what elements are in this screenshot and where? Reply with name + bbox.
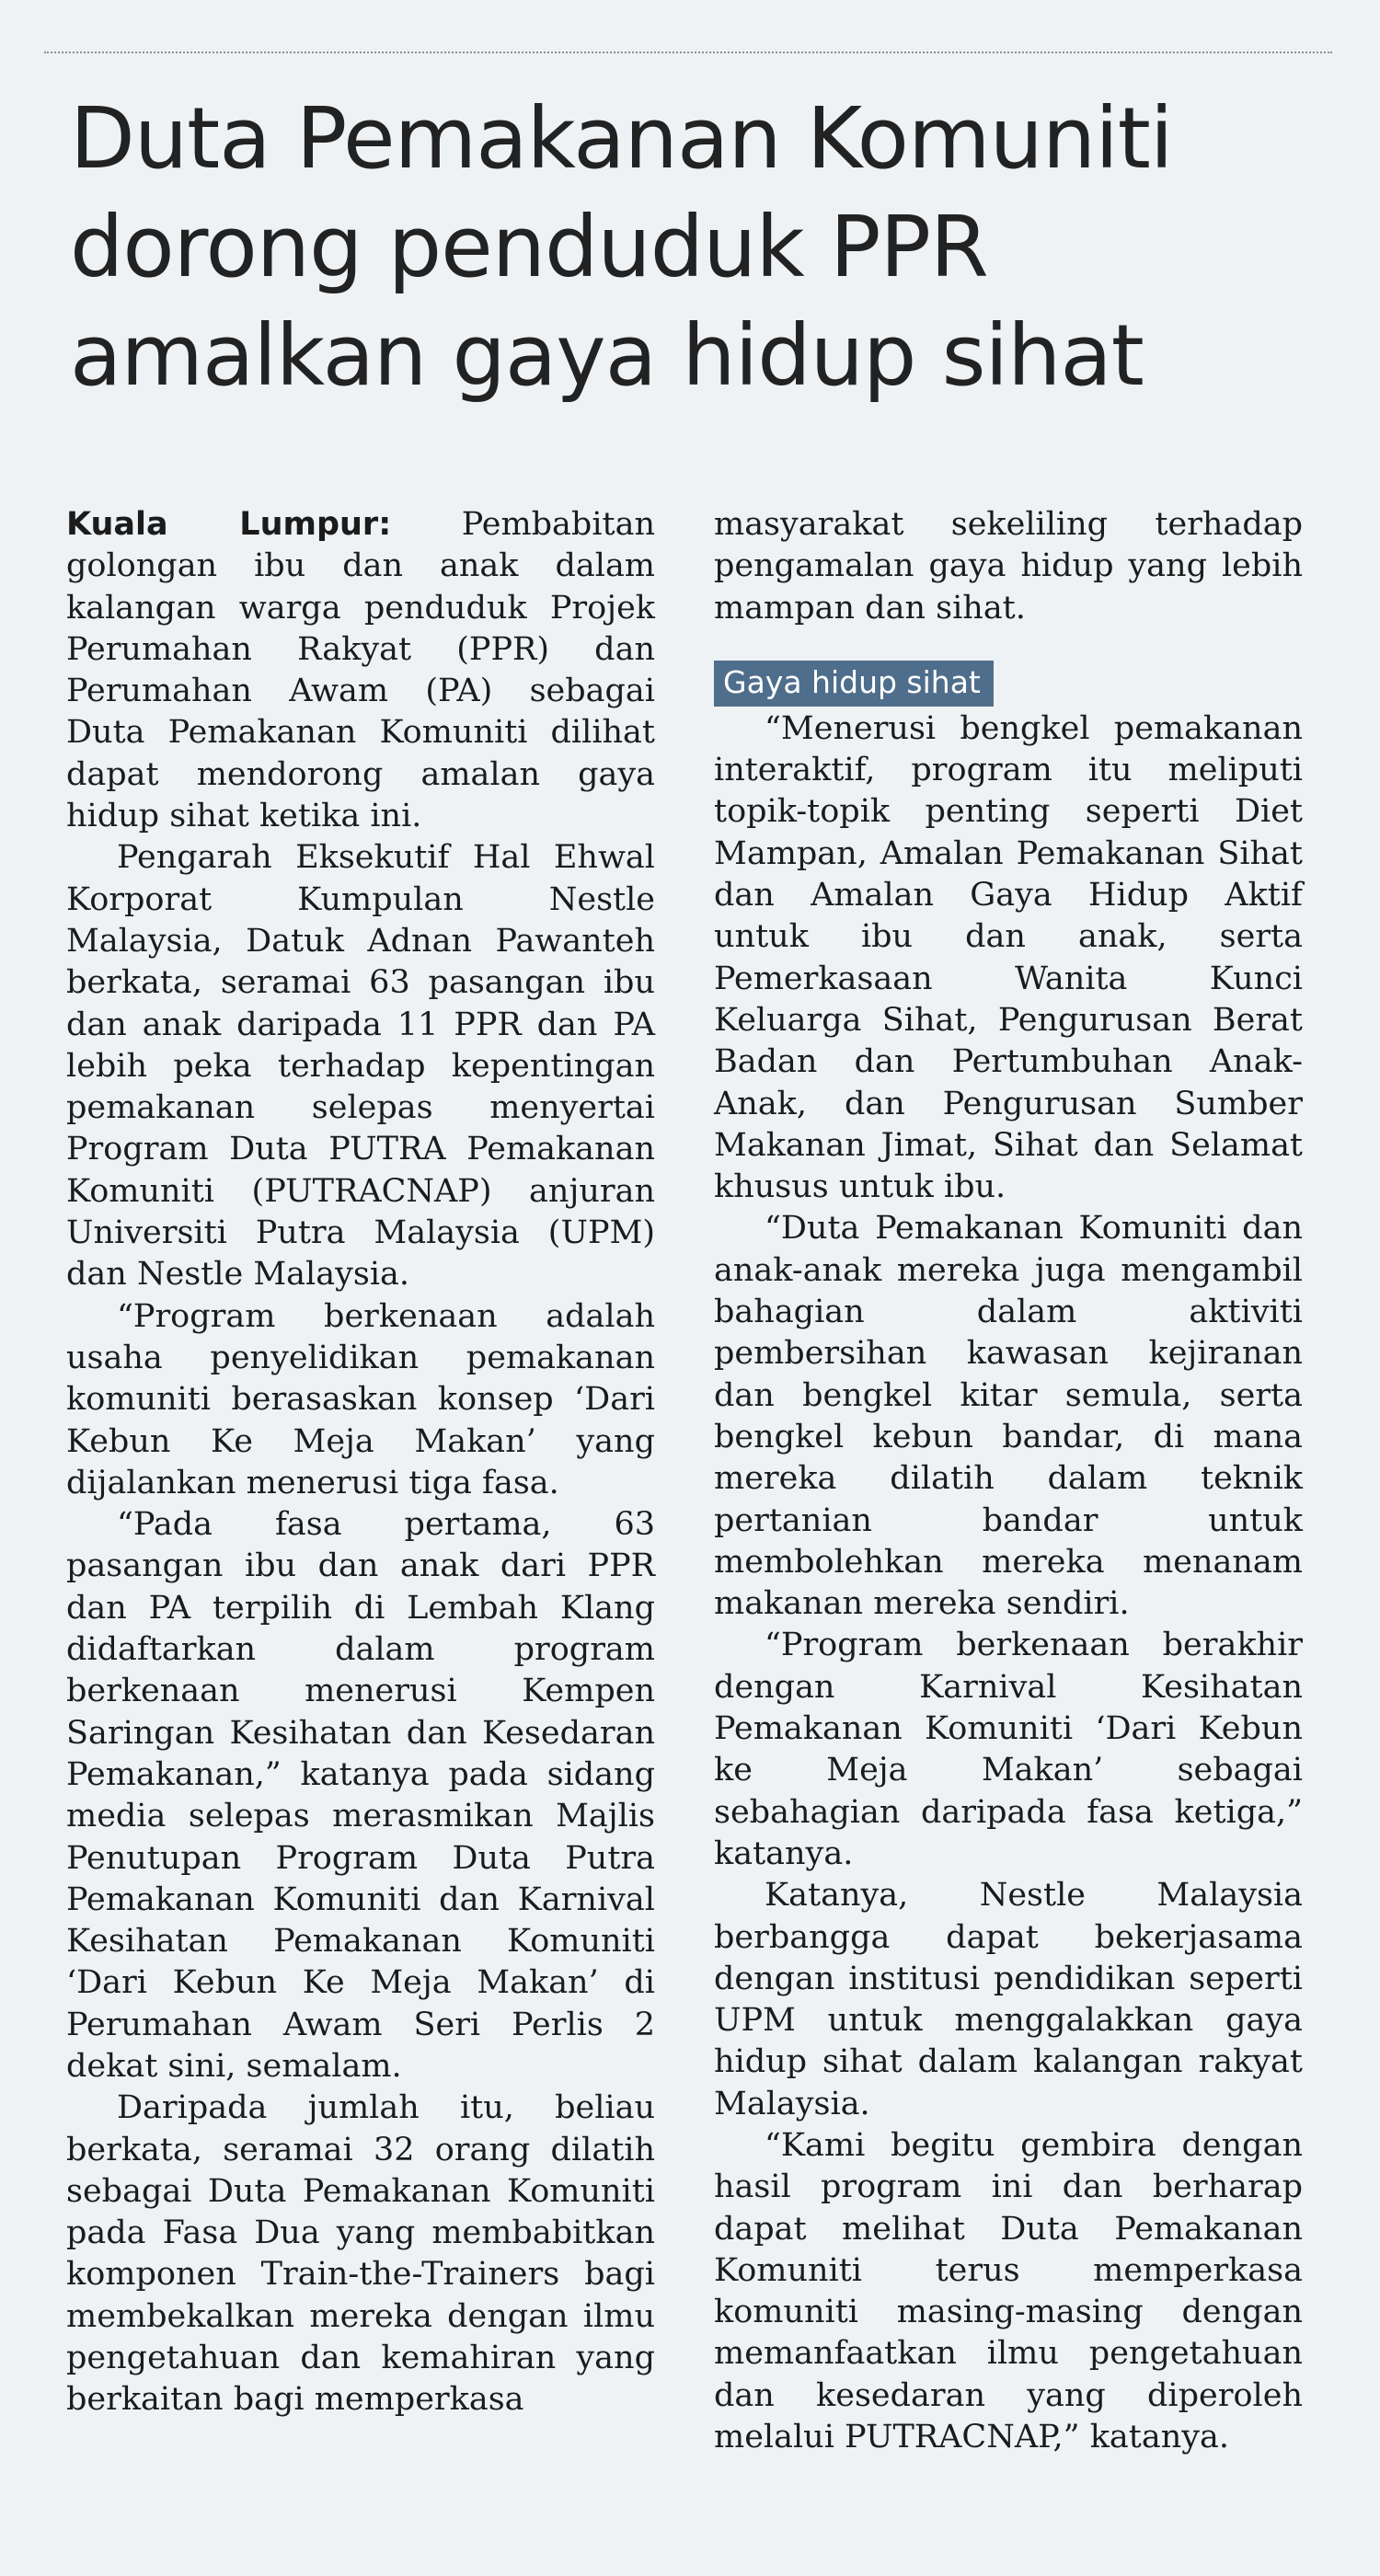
left-column (66, 504, 655, 2421)
paragraph: “Program berkenaan berakhir dengan Karnival Kesihatan Pemakanan Komuniti ‘Dari Kebun ke Meja Makan’ sebagai sebahagian daripada fasa ketiga,” katanya. (714, 1627, 1303, 1872)
paragraph: “Kami begitu gembira dengan hasil program ini dan berharap dapat melihat Duta Pemakanan Komuniti terus memperkasa komuniti masing-masing dengan memanfaatkan ilmu pengetahuan dan kesedaran yang diperoleh melalui PUTRACNAP,” katanya. (714, 2126, 1303, 2456)
paragraph: Pengarah Eksekutif Hal Ehwal Korporat Kumpulan Nestle Malaysia, Datuk Adnan Pawanteh berkata, seramai 63 pasangan ibu dan anak daripada 11 PPR dan PA lebih peka terhadap kepentingan pemakanan selepas menyertai Program Duta PUTRA Pemakanan Komuniti (PUTRACNAP) anjuran Universiti Putra Malaysia (UPM) dan Nestle Malaysia. (66, 839, 655, 1294)
paragraph-continued: masyarakat sekeliling terhadap pengamalan gaya hidup yang lebih mampan dan sihat. (714, 506, 1303, 627)
paragraph: “Menerusi bengkel pemakanan interaktif, program itu meliputi topik-topik penting seperti Diet Mampan, Amalan Pemakanan Sihat dan Amalan Gaya Hidup Aktif untuk ibu dan anak, serta Pemerkasaan Wanita Kunci Keluarga Sihat, Pengurusan Berat Badan dan Pertumbuhan Anak-Anak, dan Pengurusan Sumber Makanan Jimat, Sihat dan Selamat khusus untuk ibu. (714, 709, 1303, 1206)
paragraph: Daripada jumlah itu, beliau berkata, seramai 32 orang dilatih sebagai Duta Pemakanan Komuniti pada Fasa Dua yang membabitkan komponen Train-the-Trainers bagi membekalkan mereka dengan ilmu pengetahuan dan kemahiran yang berkaitan bagi memperkasa (66, 2089, 655, 2419)
paragraph-text: Pembabitan golongan ibu dan anak dalam kalangan warga penduduk Projek Perumahan Rakyat (PPR) dan Perumahan Awam (PA) sebagai Duta Pemakanan Komuniti dilihat dapat mendorong amalan gaya hidup sihat ketika ini. (66, 506, 655, 835)
headline-line-3: amalkan gaya hidup sihat (70, 306, 1144, 405)
dateline: Kuala Lumpur: (66, 506, 392, 543)
headline-line-2: dorong penduduk PPR (70, 198, 988, 296)
headline-line-1: Duta Pemakanan Komuniti (70, 89, 1173, 188)
paragraph: Katanya, Nestle Malaysia berbangga dapat bekerjasama dengan institusi pendidikan seperti UPM untuk menggalakkan gaya hidup sihat dalam kalangan rakyat Malaysia. (714, 1877, 1303, 2122)
right-column (714, 504, 1303, 2458)
subheading-wrap (714, 661, 1303, 708)
paragraph: “Duta Pemakanan Komuniti dan anak-anak mereka juga mengambil bahagian dalam aktiviti pembersihan kawasan kejiranan dan bengkel kitar semula, serta bengkel kebun bandar, di mana mereka dilatih dalam teknik pertanian bandar untuk membolehkan mereka menanam makanan mereka sendiri. (714, 1210, 1303, 1623)
subheading: Gaya hidup sihat (714, 661, 994, 707)
paragraph: “Program berkenaan adalah usaha penyelidikan pemakanan komuniti berasaskan konsep ‘Dari Kebun Ke Meja Makan’ yang dijalankan menerusi tiga fasa. (66, 1297, 655, 1501)
paragraph (66, 504, 655, 837)
top-dotted-rule (44, 52, 1332, 53)
headline (70, 85, 1349, 410)
paragraph: “Pada fasa pertama, 63 pasangan ibu dan anak dari PPR dan PA terpilih di Lembah Klang didaftarkan dalam program berkenaan menerusi Kempen Saringan Kesihatan dan Kesedaran Pemakanan,” katanya pada sidang media selepas merasmikan Majlis Penutupan Program Duta Putra Pemakanan Komuniti dan Karnival Kesihatan Pemakanan Komuniti ‘Dari Kebun Ke Meja Makan’ di Perumahan Awam Seri Perlis 2 dekat sini, semalam. (66, 1506, 655, 2085)
